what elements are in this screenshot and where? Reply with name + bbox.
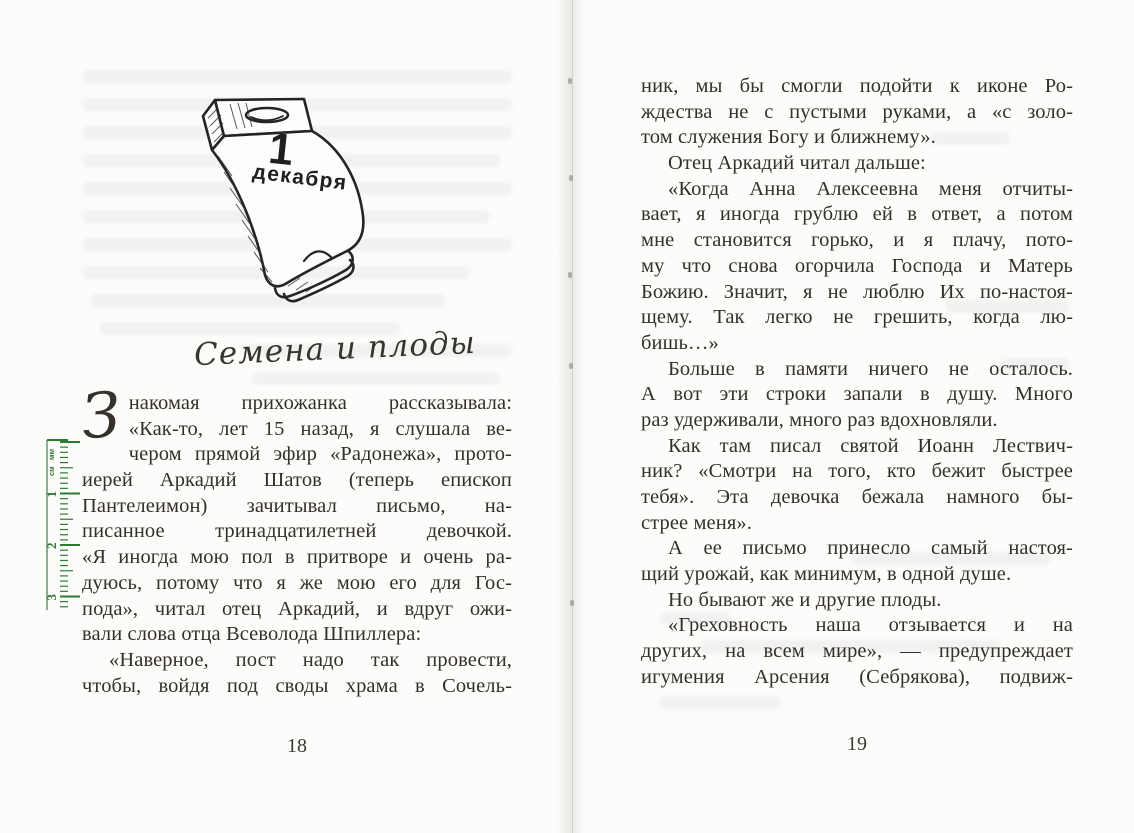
text-line: «Как-то, лет 15 назад, я слушала ве- [128,417,512,440]
text-line: Как там писал святой Иоанн Лествич- [668,434,1073,457]
text-line: А ее письмо принесло самый настоя- [668,537,1073,560]
text-line: му что снова огорчила Господа и Матерь [641,254,1073,277]
text-line: чтобы, войдя под своды храма в Сочель- [82,674,512,697]
bleed-through-line [252,372,500,385]
text-line: Божию. Значит, я не люблю Их по-настоя- [641,280,1073,303]
text-line: других, на всем мире», — предупреждает [641,640,1073,663]
text-line: «Греховность наша отзывается и на [668,614,1073,637]
text-line: Но бывают же и другие плоды. [668,588,942,611]
text-line: тебя». Эта девочка бежала намного бы- [641,486,1073,508]
text-line: «Я иногда мою пол в притворе и очень ра- [82,546,512,569]
text-line: чером прямой эфир «Радонежа», прото- [128,443,512,466]
left-page-text [79,377,512,699]
text-line: игумения Арсения (Себрякова), подвиж- [641,665,1073,688]
tear-off-calendar-drawing [188,84,533,319]
binding-speck [570,600,574,606]
bleed-through-line [82,70,512,83]
bleed-through-line [660,696,780,709]
text-line: щий урожай, как минимум, в одной душе. [641,563,1012,586]
ruler-unit-mm: мм [47,448,56,460]
binding-speck [569,175,573,181]
text-line: дуюсь, потому что я же мою его для Гос- [82,571,512,594]
binding-speck [568,272,572,278]
text-line: бишь…» [641,331,719,354]
text-line: Пантелеимон) зачитывал письмо, на- [82,494,512,517]
page-number-left: 18 [287,735,307,757]
text-line: «Наверное, пост надо так провести, [109,648,512,671]
text-line: вали слова отца Всеволода Шпиллера: [82,623,422,646]
text-line: ждества не с пустыми руками, а «с золо- [641,100,1073,123]
binding-speck [568,78,572,84]
ruler-number: 1 [44,491,59,498]
text-line: Отец Аркадий читал дальше: [668,152,926,175]
page-number-right: 19 [847,733,867,755]
text-line: щему. Так легко не грешить, когда лю- [641,306,1073,329]
right-page-text [641,74,1073,691]
drop-cap: З [79,377,124,454]
text-line: пода», читал отец Аркадий, и вдруг ожи- [82,597,512,620]
calendar-day: 1 [266,123,296,176]
book-fold-line [572,0,573,833]
text-line: ник, мы бы смогли подойти к иконе Ро- [641,75,1073,97]
text-line: Больше в памяти ничего не осталось. [668,357,1073,380]
text-line: А вот эти строки запали в душу. Много [641,383,1073,406]
ruler-overlay [44,438,86,619]
text-line: писанное тринадцатилетней девочкой. [82,520,512,543]
calendar-month: декабря [251,160,349,195]
ruler-graphic [44,438,86,614]
text-line: раз удерживали, много раз вдохновляли. [641,408,998,431]
ruler-number: 2 [44,542,59,549]
book-gutter [556,0,584,833]
text-line: накомая прихожанка рассказывала: [128,392,512,414]
chapter-title: Семена и плоды [193,324,477,374]
text-line: ник? «Смотри на того, кто бежит быстрее [641,460,1073,483]
binding-speck [569,363,573,369]
text-line: том служения Богу и ближнему». [641,126,936,149]
text-line: мне становится горько, и я плачу, пото- [641,229,1073,252]
ruler-number: 3 [44,594,59,601]
text-line: стрее меня». [641,511,752,534]
text-line: иерей Аркадий Шатов (теперь епископ [82,469,512,492]
ruler-unit-cm: см [47,466,56,476]
text-line: вает, я иногда грублю ей в ответ, а потом [641,203,1073,226]
text-line: «Когда Анна Алексеевна меня отчиты- [668,177,1073,200]
calendar-illustration [188,84,533,324]
